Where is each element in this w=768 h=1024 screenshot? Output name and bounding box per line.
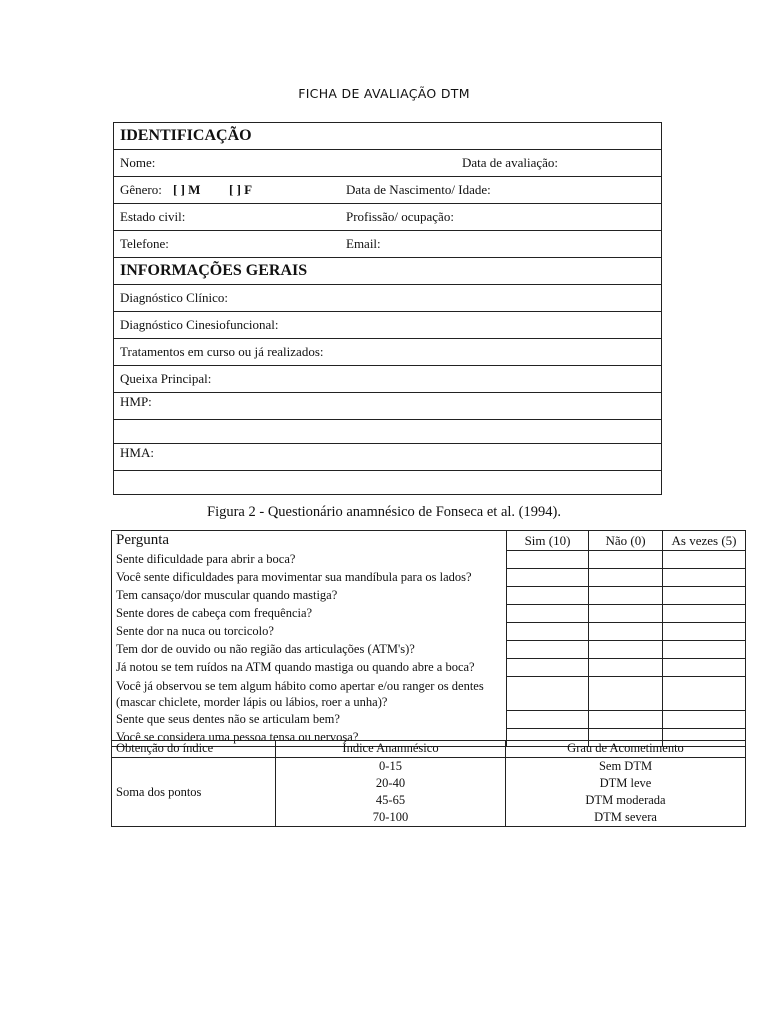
label-telefone: Telefone:	[120, 236, 169, 251]
faixa: 20-40	[375, 776, 406, 790]
answer-sim-cell[interactable]	[507, 641, 589, 659]
row-diag-clinico	[114, 285, 661, 312]
row-queixa	[114, 366, 661, 393]
question-row	[112, 569, 746, 587]
answer-nao-cell[interactable]	[589, 677, 663, 711]
answer-nao-cell[interactable]	[589, 551, 663, 569]
section-heading: INFORMAÇÕES GERAIS	[120, 262, 308, 279]
answer-as-vezes-cell[interactable]	[663, 551, 746, 569]
header-as-vezes: As vezes (5)	[663, 531, 746, 551]
answer-as-vezes-cell[interactable]	[663, 623, 746, 641]
answer-as-vezes-cell[interactable]	[663, 569, 746, 587]
question-row	[112, 551, 746, 569]
label-estado-civil: Estado civil:	[120, 209, 186, 224]
answer-sim-cell[interactable]	[507, 711, 589, 729]
question-text: Sente dificuldade para abrir a boca?	[112, 551, 507, 569]
form-title: FICHA DE AVALIAÇÃO DTM	[298, 86, 470, 101]
header-obtencao: Obtenção do índice	[112, 741, 276, 758]
question-row	[112, 641, 746, 659]
label-data-avaliacao: Data de avaliação:	[462, 155, 558, 170]
answer-as-vezes-cell[interactable]	[663, 641, 746, 659]
faixa: 45-65	[375, 793, 406, 807]
questionnaire-header	[112, 531, 746, 551]
section-informacoes	[114, 258, 661, 285]
label-diagnostico-clinico: Diagnóstico Clínico:	[120, 290, 228, 305]
answer-sim-cell[interactable]	[507, 569, 589, 587]
row-hmp	[114, 393, 661, 420]
header-sim: Sim (10)	[507, 531, 589, 551]
question-text: Já notou se tem ruídos na ATM quando mastiga ou quando abre a boca?	[112, 659, 507, 677]
question-text: Tem cansaço/dor muscular quando mastiga?	[112, 587, 507, 605]
grau: DTM leve	[599, 776, 652, 790]
answer-as-vezes-cell[interactable]	[663, 659, 746, 677]
section-heading: IDENTIFICAÇÃO	[120, 127, 252, 144]
row-hma-extra	[114, 471, 661, 494]
grau: DTM moderada	[585, 793, 666, 807]
answer-nao-cell[interactable]	[589, 587, 663, 605]
question-text: Tem dor de ouvido ou não região das articulações (ATM's)?	[112, 641, 507, 659]
question-row	[112, 587, 746, 605]
question-text: Você já observou se tem algum hábito como apertar e/ou ranger os dentes (mascar chiclete, morder lápis ou lábios, roer a unha)?	[112, 677, 507, 711]
row-tratamentos	[114, 339, 661, 366]
answer-nao-cell[interactable]	[589, 623, 663, 641]
grau: Sem DTM	[598, 759, 653, 773]
answer-sim-cell[interactable]	[507, 623, 589, 641]
question-row	[112, 623, 746, 641]
answer-sim-cell[interactable]	[507, 677, 589, 711]
row-genero	[114, 177, 661, 204]
label-tratamentos: Tratamentos em curso ou já realizados:	[120, 344, 324, 359]
label-nome: Nome:	[120, 155, 156, 170]
grau: DTM severa	[594, 810, 657, 824]
header-indice: Índice Anamnésico	[276, 741, 506, 758]
row-telefone	[114, 231, 661, 258]
question-row	[112, 677, 746, 711]
row-estado-civil	[114, 204, 661, 231]
answer-nao-cell[interactable]	[589, 641, 663, 659]
label-data-nascimento: Data de Nascimento/ Idade:	[346, 182, 491, 197]
header-pergunta: Pergunta	[112, 531, 507, 551]
label-queixa-principal: Queixa Principal:	[120, 371, 212, 386]
row-nome	[114, 150, 661, 177]
soma-dos-pontos: Soma dos pontos	[112, 758, 276, 827]
question-row	[112, 659, 746, 677]
answer-sim-cell[interactable]	[507, 587, 589, 605]
header-nao: Não (0)	[589, 531, 663, 551]
row-hma	[114, 444, 661, 471]
question-text: Você sente dificuldades para movimentar sua mandíbula para os lados?	[112, 569, 507, 587]
label-profissao: Profissão/ ocupação:	[346, 209, 454, 224]
score-header	[112, 741, 746, 758]
checkbox-genero-m[interactable]: [ ] M	[173, 182, 201, 197]
question-text: Sente dor na nuca ou torcicolo?	[112, 623, 507, 641]
figure-caption: Figura 2 - Questionário anamnésico de Fonseca et al. (1994).	[207, 504, 561, 520]
answer-as-vezes-cell[interactable]	[663, 711, 746, 729]
checkbox-genero-f[interactable]: [ ] F	[229, 182, 253, 197]
answer-nao-cell[interactable]	[589, 659, 663, 677]
answer-as-vezes-cell[interactable]	[663, 587, 746, 605]
grau-acometimento	[506, 758, 746, 827]
label-email: Email:	[346, 236, 381, 251]
header-grau: Grau de Acometimento	[506, 741, 746, 758]
answer-sim-cell[interactable]	[507, 605, 589, 623]
answer-nao-cell[interactable]	[589, 569, 663, 587]
question-row	[112, 711, 746, 729]
answer-sim-cell[interactable]	[507, 551, 589, 569]
answer-nao-cell[interactable]	[589, 711, 663, 729]
row-diag-cinesio	[114, 312, 661, 339]
questionnaire-table	[111, 530, 746, 747]
answer-as-vezes-cell[interactable]	[663, 677, 746, 711]
label-genero: Gênero:	[120, 182, 162, 197]
label-hmp: HMP:	[120, 394, 152, 409]
question-text: Sente que seus dentes não se articulam bem?	[112, 711, 507, 729]
question-text: Sente dores de cabeça com frequência?	[112, 605, 507, 623]
faixa: 70-100	[372, 810, 409, 824]
label-diagnostico-cinesiofuncional: Diagnóstico Cinesiofuncional:	[120, 317, 279, 332]
label-hma: HMA:	[120, 445, 154, 460]
question-row	[112, 605, 746, 623]
section-identificacao	[114, 123, 661, 150]
question-text: Você se considera uma pessoa tensa ou nervosa?	[112, 729, 507, 747]
indice-faixas	[276, 758, 506, 827]
identification-form	[113, 122, 662, 495]
answer-as-vezes-cell[interactable]	[663, 605, 746, 623]
answer-sim-cell[interactable]	[507, 659, 589, 677]
faixa: 0-15	[379, 759, 402, 773]
score-table	[111, 740, 746, 827]
answer-nao-cell[interactable]	[589, 605, 663, 623]
score-body	[112, 758, 746, 827]
row-hmp-extra	[114, 420, 661, 444]
